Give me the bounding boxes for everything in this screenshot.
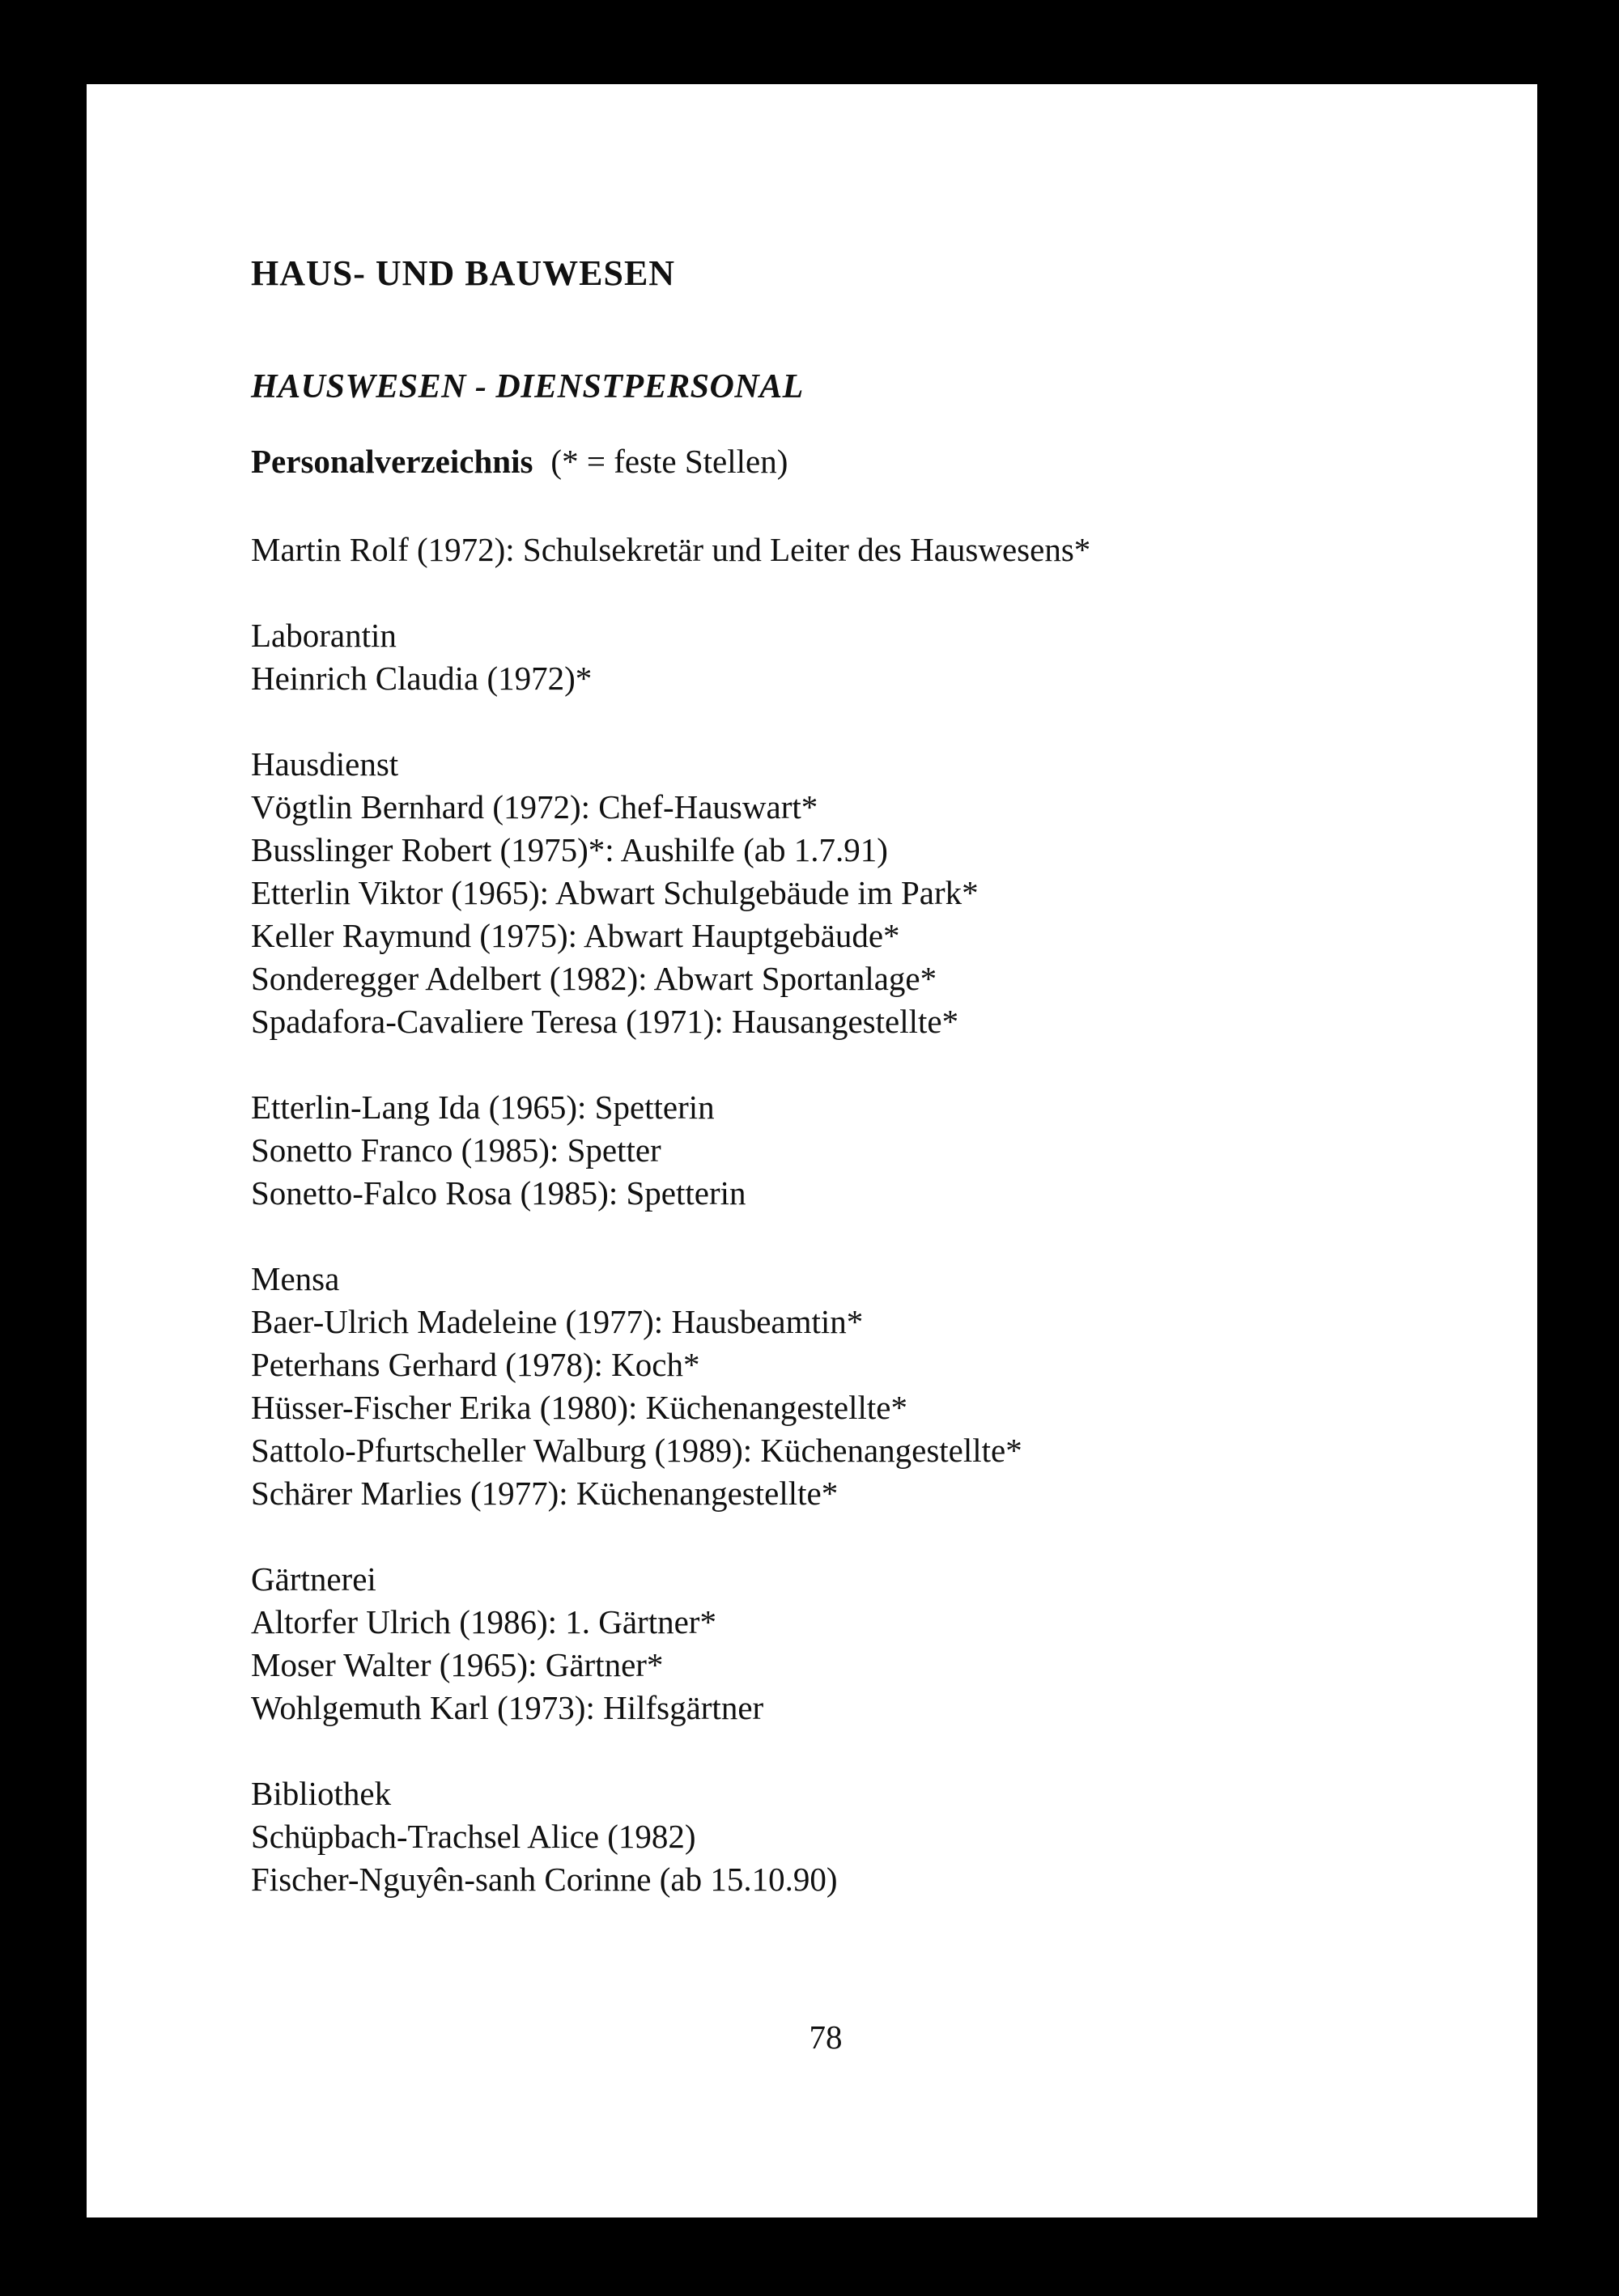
subsection-heading: HAUSWESEN - DIENSTPERSONAL [251, 368, 804, 405]
staff-line: Martin Rolf (1972): Schulsekretär und Leiter des Hauswesens* [251, 531, 1091, 568]
staff-line: Peterhans Gerhard (1978): Koch* [251, 1346, 700, 1383]
staff-line: Schüpbach-Trachsel Alice (1982) [251, 1818, 696, 1855]
personnel-index-title [251, 445, 788, 478]
staff-line: Keller Raymund (1975): Abwart Hauptgebäude* [251, 917, 900, 954]
staff-line: Altorfer Ulrich (1986): 1. Gärtner* [251, 1603, 716, 1640]
staff-line: Sattolo-Pfurtscheller Walburg (1989): Küchenangestellte* [251, 1432, 1022, 1469]
staff-line: Sonetto Franco (1985): Spetter [251, 1131, 661, 1169]
staff-line: Busslinger Robert (1975)*: Aushilfe (ab 1.7.91) [251, 831, 888, 868]
section-heading: HAUS- UND BAUWESEN [251, 253, 676, 293]
page-number: 78 [809, 2018, 843, 2056]
staff-line: Spadafora-Cavaliere Teresa (1971): Hausangestellte* [251, 1003, 959, 1040]
staff-line: Etterlin-Lang Ida (1965): Spetterin [251, 1089, 715, 1126]
staff-line: Vögtlin Bernhard (1972): Chef-Hauswart* [251, 788, 818, 825]
department-label: Laborantin [251, 617, 397, 654]
staff-line: Sonderegger Adelbert (1982): Abwart Sportanlage* [251, 960, 937, 997]
department-label: Mensa [251, 1260, 340, 1297]
staff-line: Sonetto-Falco Rosa (1985): Spetterin [251, 1174, 746, 1212]
staff-line: Schärer Marlies (1977): Küchenangestellte* [251, 1475, 839, 1512]
personnel-index-note: (* = feste Stellen) [550, 443, 788, 480]
staff-line: Baer-Ulrich Madeleine (1977): Hausbeamtin* [251, 1303, 864, 1340]
document-page [87, 84, 1537, 2217]
personnel-index-label: Personalverzeichnis [251, 443, 533, 480]
staff-line: Moser Walter (1965): Gärtner* [251, 1646, 664, 1683]
staff-line: Wohlgemuth Karl (1973): Hilfsgärtner [251, 1689, 764, 1726]
staff-line: Hüsser-Fischer Erika (1980): Küchenangestellte* [251, 1389, 907, 1426]
staff-line: Fischer-Nguyên-sanh Corinne (ab 15.10.90) [251, 1861, 838, 1898]
department-label: Gärtnerei [251, 1560, 376, 1598]
staff-line: Etterlin Viktor (1965): Abwart Schulgebäude im Park* [251, 874, 979, 911]
department-label: Bibliothek [251, 1775, 392, 1812]
staff-line: Heinrich Claudia (1972)* [251, 660, 593, 697]
department-label: Hausdienst [251, 745, 399, 783]
